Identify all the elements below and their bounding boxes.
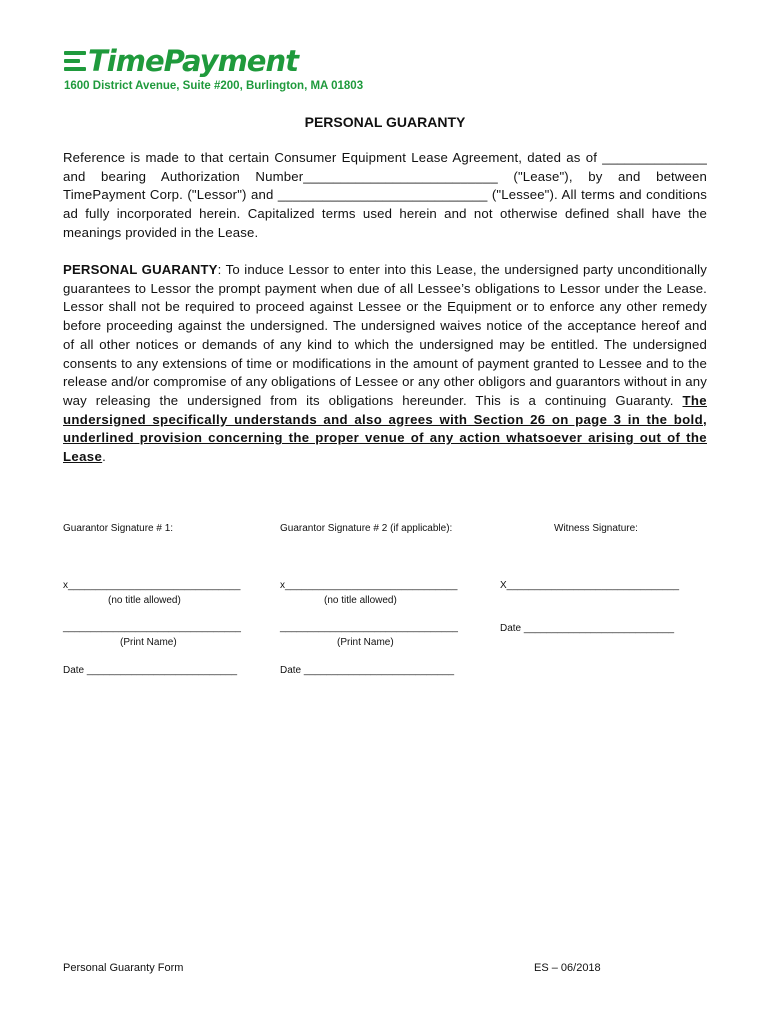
guarantor1-print-line[interactable]: ________________________________ bbox=[63, 622, 241, 633]
guarantor1-label: Guarantor Signature # 1: bbox=[63, 523, 174, 534]
witness-signature-line[interactable]: X_______________________________ bbox=[500, 580, 680, 591]
venue-provision: The undersigned specifically understands and also agrees with Section 26 on page 3 in the bold, underlined provision concerning the proper venue of any action whatsoever arising out of the Lease bbox=[63, 392, 707, 465]
footer-version: ES – 06/2018 bbox=[534, 962, 601, 974]
guarantor2-label: Guarantor Signature # 2 (if applicable): bbox=[280, 523, 453, 534]
guaranty-end: . bbox=[102, 449, 106, 465]
guarantor1-signature-line[interactable]: x_______________________________ bbox=[63, 580, 241, 591]
guaranty-heading: PERSONAL GUARANTY bbox=[63, 262, 218, 277]
guarantor1-no-title: (no title allowed) bbox=[108, 595, 181, 606]
guaranty-paragraph bbox=[63, 261, 707, 467]
guarantor1-date-line[interactable]: Date ___________________________ bbox=[63, 665, 238, 676]
witness-label: Witness Signature: bbox=[554, 523, 638, 534]
guarantor2-date-line[interactable]: Date ___________________________ bbox=[280, 665, 455, 676]
company-address: 1600 District Avenue, Suite #200, Burlington, MA 01803 bbox=[64, 80, 364, 92]
footer-form-name: Personal Guaranty Form bbox=[63, 962, 184, 974]
company-logo bbox=[64, 44, 298, 78]
guarantor1-print-name: (Print Name) bbox=[120, 637, 177, 648]
guarantor2-print-name: (Print Name) bbox=[337, 637, 394, 648]
guarantor2-signature-line[interactable]: x_______________________________ bbox=[280, 580, 458, 591]
guarantor2-no-title: (no title allowed) bbox=[324, 595, 397, 606]
document-title: PERSONAL GUARANTY bbox=[304, 114, 466, 130]
logo-text: TimePayment bbox=[88, 44, 298, 78]
guarantor2-print-line[interactable]: ________________________________ bbox=[280, 622, 458, 633]
logo-bars-icon bbox=[64, 49, 86, 73]
guaranty-body: : To induce Lessor to enter into this Lease, the undersigned party unconditionally guarantees to Lessor the prompt payment when due of all Lessee’s obligations to Lessor under the Lease. Lessor shall not be required to proceed against Lessee or the Equipment or to enforce any other remedy before proceeding against the undersigned. The undersigned waives notice of the acceptance hereof and of all other notices or demands of any kind to which the undersigned may be entitled. The undersigned consents to any extensions of time or modifications in the amount of payment granted to Lessee and to the release and/or compromise of any obligations of Lessee or any other obligors and guarantors without in any way releasing the undersigned from its obligations hereunder. This is a continuing Guaranty. bbox=[63, 262, 707, 408]
reference-paragraph: Reference is made to that certain Consumer Equipment Lease Agreement, dated as of ______________ and bearing Authorization Number__________________________ ("Lease"), by and between TimePayment Corp. ("Lessor") and ____________________________ ("Lessee"). All terms and conditions ad fully incorporated herein. Capitalized terms used herein and not otherwise defined shall have the meanings provided in the Lease. bbox=[63, 150, 707, 240]
witness-date-line[interactable]: Date ___________________________ bbox=[500, 623, 675, 634]
